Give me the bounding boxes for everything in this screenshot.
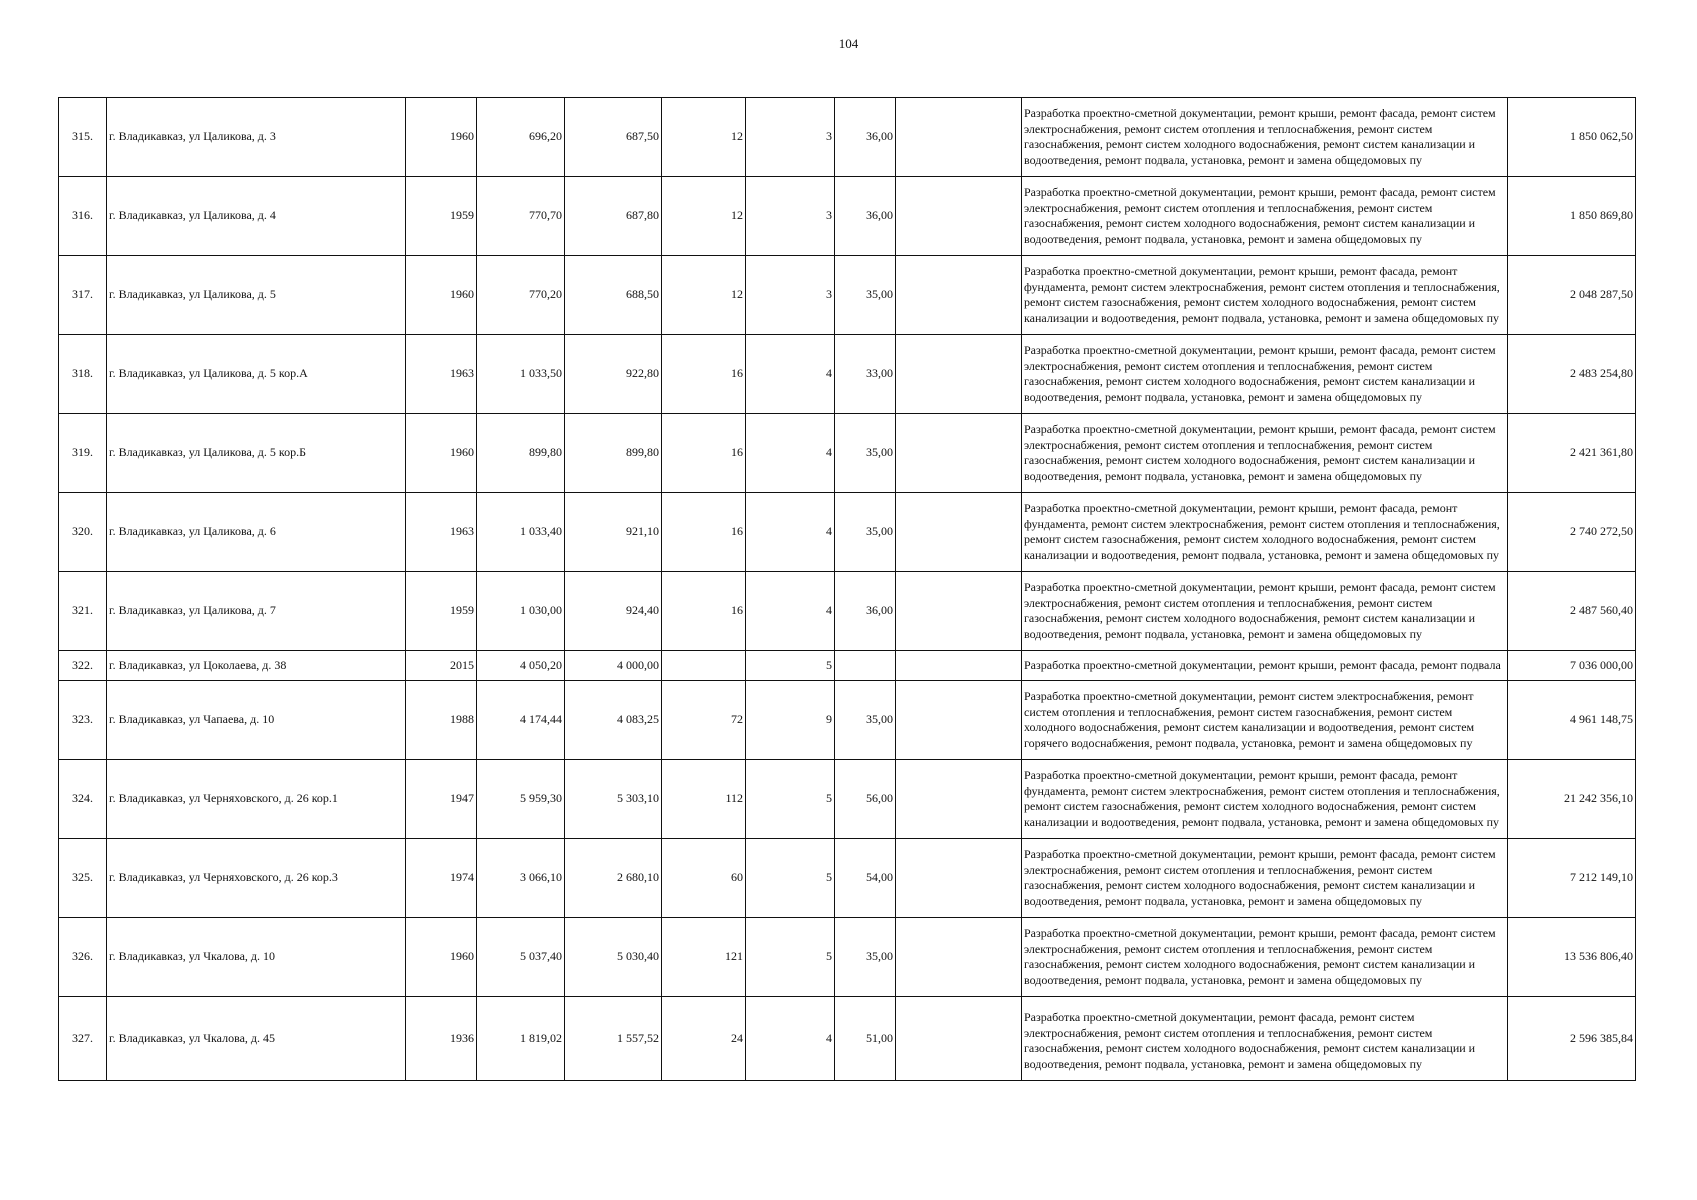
floors-cell: 3	[746, 98, 835, 177]
floors-cell: 3	[746, 177, 835, 256]
wear-percent-cell: 35,00	[835, 414, 896, 493]
table-row	[59, 493, 1636, 572]
floors-cell: 4	[746, 997, 835, 1081]
living-area-cell: 688,50	[565, 256, 662, 335]
address-cell: г. Владикавказ, ул Цаликова, д. 5 кор.Б	[107, 414, 406, 493]
floors-cell: 4	[746, 335, 835, 414]
floors-cell: 4	[746, 572, 835, 651]
table-row	[59, 997, 1636, 1081]
apartments-cell: 121	[662, 918, 746, 997]
table-row	[59, 98, 1636, 177]
cost-cell: 1 850 062,50	[1508, 98, 1636, 177]
empty-cell	[896, 256, 1022, 335]
total-area-cell: 4 174,44	[477, 681, 565, 760]
total-area-cell: 5 037,40	[477, 918, 565, 997]
row-number-cell: 318.	[59, 335, 107, 414]
year-built-cell: 1960	[406, 918, 477, 997]
works-list-cell: Разработка проектно-сметной документации, ремонт крыши, ремонт фасада, ремонт фундамента, ремонт систем электроснабжения, ремонт систем отопления и теплоснабжения, ремонт систем газоснабжения, ремонт систем холодного водоснабжения, ремонт систем канализации и водоотведения, ремонт подвала, установка, ремонт и замена общедомовых пу	[1022, 256, 1508, 335]
cost-cell: 2 596 385,84	[1508, 997, 1636, 1081]
apartments-cell: 16	[662, 493, 746, 572]
table-row	[59, 760, 1636, 839]
empty-cell	[896, 651, 1022, 681]
address-cell: г. Владикавказ, ул Цаликова, д. 7	[107, 572, 406, 651]
floors-cell: 4	[746, 414, 835, 493]
cost-cell: 2 487 560,40	[1508, 572, 1636, 651]
total-area-cell: 1 819,02	[477, 997, 565, 1081]
row-number-cell: 325.	[59, 839, 107, 918]
wear-percent-cell: 36,00	[835, 572, 896, 651]
living-area-cell: 2 680,10	[565, 839, 662, 918]
living-area-cell: 5 030,40	[565, 918, 662, 997]
works-list-cell: Разработка проектно-сметной документации, ремонт крыши, ремонт фасада, ремонт систем электроснабжения, ремонт систем отопления и теплоснабжения, ремонт систем газоснабжения, ремонт систем холодного водоснабжения, ремонт систем канализации и водоотведения, ремонт подвала, установка, ремонт и замена общедомовых пу	[1022, 98, 1508, 177]
cost-cell: 21 242 356,10	[1508, 760, 1636, 839]
row-number-cell: 321.	[59, 572, 107, 651]
year-built-cell: 1960	[406, 256, 477, 335]
wear-percent-cell: 35,00	[835, 918, 896, 997]
living-area-cell: 4 083,25	[565, 681, 662, 760]
table-row	[59, 414, 1636, 493]
total-area-cell: 1 033,40	[477, 493, 565, 572]
cost-cell: 2 048 287,50	[1508, 256, 1636, 335]
table-row	[59, 651, 1636, 681]
wear-percent-cell: 36,00	[835, 177, 896, 256]
works-list-cell: Разработка проектно-сметной документации, ремонт крыши, ремонт фасада, ремонт систем электроснабжения, ремонт систем отопления и теплоснабжения, ремонт систем газоснабжения, ремонт систем холодного водоснабжения, ремонт систем канализации и водоотведения, ремонт подвала, установка, ремонт и замена общедомовых пу	[1022, 177, 1508, 256]
wear-percent-cell: 35,00	[835, 256, 896, 335]
table-row	[59, 177, 1636, 256]
page-number: 104	[838, 36, 859, 51]
total-area-cell: 1 033,50	[477, 335, 565, 414]
works-list-cell: Разработка проектно-сметной документации, ремонт крыши, ремонт фасада, ремонт систем электроснабжения, ремонт систем отопления и теплоснабжения, ремонт систем газоснабжения, ремонт систем холодного водоснабжения, ремонт систем канализации и водоотведения, ремонт подвала, установка, ремонт и замена общедомовых пу	[1022, 335, 1508, 414]
empty-cell	[896, 760, 1022, 839]
year-built-cell: 1936	[406, 997, 477, 1081]
table-row	[59, 572, 1636, 651]
floors-cell: 3	[746, 256, 835, 335]
year-built-cell: 1947	[406, 760, 477, 839]
wear-percent-cell: 36,00	[835, 98, 896, 177]
year-built-cell: 1988	[406, 681, 477, 760]
row-number-cell: 316.	[59, 177, 107, 256]
total-area-cell: 5 959,30	[477, 760, 565, 839]
living-area-cell: 921,10	[565, 493, 662, 572]
empty-cell	[896, 493, 1022, 572]
floors-cell: 9	[746, 681, 835, 760]
apartments-cell: 16	[662, 572, 746, 651]
year-built-cell: 1959	[406, 177, 477, 256]
year-built-cell: 1960	[406, 414, 477, 493]
apartments-cell: 60	[662, 839, 746, 918]
table-row	[59, 918, 1636, 997]
empty-cell	[896, 839, 1022, 918]
works-list-cell: Разработка проектно-сметной документации, ремонт фасада, ремонт систем электроснабжения, ремонт систем отопления и теплоснабжения, ремонт систем газоснабжения, ремонт систем холодного водоснабжения, ремонт систем канализации и водоотведения, ремонт подвала, установка, ремонт и замена общедомовых пу	[1022, 997, 1508, 1081]
empty-cell	[896, 918, 1022, 997]
year-built-cell: 2015	[406, 651, 477, 681]
table-row	[59, 256, 1636, 335]
row-number-cell: 323.	[59, 681, 107, 760]
total-area-cell: 1 030,00	[477, 572, 565, 651]
living-area-cell: 922,80	[565, 335, 662, 414]
address-cell: г. Владикавказ, ул Цаликова, д. 4	[107, 177, 406, 256]
empty-cell	[896, 681, 1022, 760]
address-cell: г. Владикавказ, ул Черняховского, д. 26 кор.3	[107, 839, 406, 918]
floors-cell: 4	[746, 493, 835, 572]
apartments-cell: 16	[662, 335, 746, 414]
address-cell: г. Владикавказ, ул Чапаева, д. 10	[107, 681, 406, 760]
year-built-cell: 1963	[406, 493, 477, 572]
cost-cell: 4 961 148,75	[1508, 681, 1636, 760]
address-cell: г. Владикавказ, ул Цаликова, д. 6	[107, 493, 406, 572]
total-area-cell: 3 066,10	[477, 839, 565, 918]
repair-register-table	[58, 97, 1636, 1081]
row-number-cell: 324.	[59, 760, 107, 839]
cost-cell: 7 036 000,00	[1508, 651, 1636, 681]
total-area-cell: 770,70	[477, 177, 565, 256]
cost-cell: 13 536 806,40	[1508, 918, 1636, 997]
wear-percent-cell: 56,00	[835, 760, 896, 839]
floors-cell: 5	[746, 760, 835, 839]
row-number-cell: 317.	[59, 256, 107, 335]
floors-cell: 5	[746, 839, 835, 918]
cost-cell: 1 850 869,80	[1508, 177, 1636, 256]
empty-cell	[896, 572, 1022, 651]
works-list-cell: Разработка проектно-сметной документации, ремонт крыши, ремонт фасада, ремонт систем электроснабжения, ремонт систем отопления и теплоснабжения, ремонт систем газоснабжения, ремонт систем холодного водоснабжения, ремонт систем канализации и водоотведения, ремонт подвала, установка, ремонт и замена общедомовых пу	[1022, 918, 1508, 997]
address-cell: г. Владикавказ, ул Цаликова, д. 5 кор.А	[107, 335, 406, 414]
table-body	[59, 98, 1636, 1081]
living-area-cell: 5 303,10	[565, 760, 662, 839]
wear-percent-cell	[835, 651, 896, 681]
apartments-cell: 24	[662, 997, 746, 1081]
works-list-cell: Разработка проектно-сметной документации, ремонт крыши, ремонт фасада, ремонт систем электроснабжения, ремонт систем отопления и теплоснабжения, ремонт систем газоснабжения, ремонт систем холодного водоснабжения, ремонт систем канализации и водоотведения, ремонт подвала, установка, ремонт и замена общедомовых пу	[1022, 839, 1508, 918]
address-cell: г. Владикавказ, ул Чкалова, д. 10	[107, 918, 406, 997]
cost-cell: 2 483 254,80	[1508, 335, 1636, 414]
living-area-cell: 924,40	[565, 572, 662, 651]
floors-cell: 5	[746, 918, 835, 997]
wear-percent-cell: 51,00	[835, 997, 896, 1081]
wear-percent-cell: 35,00	[835, 681, 896, 760]
address-cell: г. Владикавказ, ул Цаликова, д. 3	[107, 98, 406, 177]
total-area-cell: 4 050,20	[477, 651, 565, 681]
address-cell: г. Владикавказ, ул Черняховского, д. 26 кор.1	[107, 760, 406, 839]
wear-percent-cell: 33,00	[835, 335, 896, 414]
living-area-cell: 1 557,52	[565, 997, 662, 1081]
apartments-cell: 112	[662, 760, 746, 839]
row-number-cell: 322.	[59, 651, 107, 681]
works-list-cell: Разработка проектно-сметной документации, ремонт крыши, ремонт фасада, ремонт систем электроснабжения, ремонт систем отопления и теплоснабжения, ремонт систем газоснабжения, ремонт систем холодного водоснабжения, ремонт систем канализации и водоотведения, ремонт подвала, установка, ремонт и замена общедомовых пу	[1022, 414, 1508, 493]
address-cell: г. Владикавказ, ул Цоколаева, д. 38	[107, 651, 406, 681]
row-number-cell: 320.	[59, 493, 107, 572]
living-area-cell: 899,80	[565, 414, 662, 493]
row-number-cell: 315.	[59, 98, 107, 177]
empty-cell	[896, 177, 1022, 256]
year-built-cell: 1974	[406, 839, 477, 918]
year-built-cell: 1960	[406, 98, 477, 177]
row-number-cell: 326.	[59, 918, 107, 997]
row-number-cell: 327.	[59, 997, 107, 1081]
address-cell: г. Владикавказ, ул Чкалова, д. 45	[107, 997, 406, 1081]
works-list-cell: Разработка проектно-сметной документации, ремонт крыши, ремонт фасада, ремонт систем электроснабжения, ремонт систем отопления и теплоснабжения, ремонт систем газоснабжения, ремонт систем холодного водоснабжения, ремонт систем канализации и водоотведения, ремонт подвала, установка, ремонт и замена общедомовых пу	[1022, 572, 1508, 651]
table-row	[59, 839, 1636, 918]
living-area-cell: 4 000,00	[565, 651, 662, 681]
row-number-cell: 319.	[59, 414, 107, 493]
wear-percent-cell: 54,00	[835, 839, 896, 918]
total-area-cell: 899,80	[477, 414, 565, 493]
apartments-cell: 12	[662, 98, 746, 177]
cost-cell: 2 740 272,50	[1508, 493, 1636, 572]
works-list-cell: Разработка проектно-сметной документации, ремонт систем электроснабжения, ремонт систем отопления и теплоснабжения, ремонт систем газоснабжения, ремонт систем холодного водоснабжения, ремонт систем канализации и водоотведения, ремонт систем горячего водоснабжения, ремонт подвала, установка, ремонт и замена общедомовых пу	[1022, 681, 1508, 760]
total-area-cell: 696,20	[477, 98, 565, 177]
works-list-cell: Разработка проектно-сметной документации, ремонт крыши, ремонт фасада, ремонт подвала	[1022, 651, 1508, 681]
cost-cell: 2 421 361,80	[1508, 414, 1636, 493]
year-built-cell: 1959	[406, 572, 477, 651]
address-cell: г. Владикавказ, ул Цаликова, д. 5	[107, 256, 406, 335]
total-area-cell: 770,20	[477, 256, 565, 335]
empty-cell	[896, 414, 1022, 493]
year-built-cell: 1963	[406, 335, 477, 414]
empty-cell	[896, 335, 1022, 414]
living-area-cell: 687,50	[565, 98, 662, 177]
table-row	[59, 681, 1636, 760]
empty-cell	[896, 98, 1022, 177]
floors-cell: 5	[746, 651, 835, 681]
table-row	[59, 335, 1636, 414]
apartments-cell: 72	[662, 681, 746, 760]
works-list-cell: Разработка проектно-сметной документации, ремонт крыши, ремонт фасада, ремонт фундамента, ремонт систем электроснабжения, ремонт систем отопления и теплоснабжения, ремонт систем газоснабжения, ремонт систем холодного водоснабжения, ремонт систем канализации и водоотведения, ремонт подвала, установка, ремонт и замена общедомовых пу	[1022, 493, 1508, 572]
apartments-cell	[662, 651, 746, 681]
apartments-cell: 12	[662, 177, 746, 256]
cost-cell: 7 212 149,10	[1508, 839, 1636, 918]
works-list-cell: Разработка проектно-сметной документации, ремонт крыши, ремонт фасада, ремонт фундамента, ремонт систем электроснабжения, ремонт систем отопления и теплоснабжения, ремонт систем газоснабжения, ремонт систем холодного водоснабжения, ремонт систем канализации и водоотведения, ремонт подвала, установка, ремонт и замена общедомовых пу	[1022, 760, 1508, 839]
empty-cell	[896, 997, 1022, 1081]
apartments-cell: 16	[662, 414, 746, 493]
wear-percent-cell: 35,00	[835, 493, 896, 572]
apartments-cell: 12	[662, 256, 746, 335]
living-area-cell: 687,80	[565, 177, 662, 256]
